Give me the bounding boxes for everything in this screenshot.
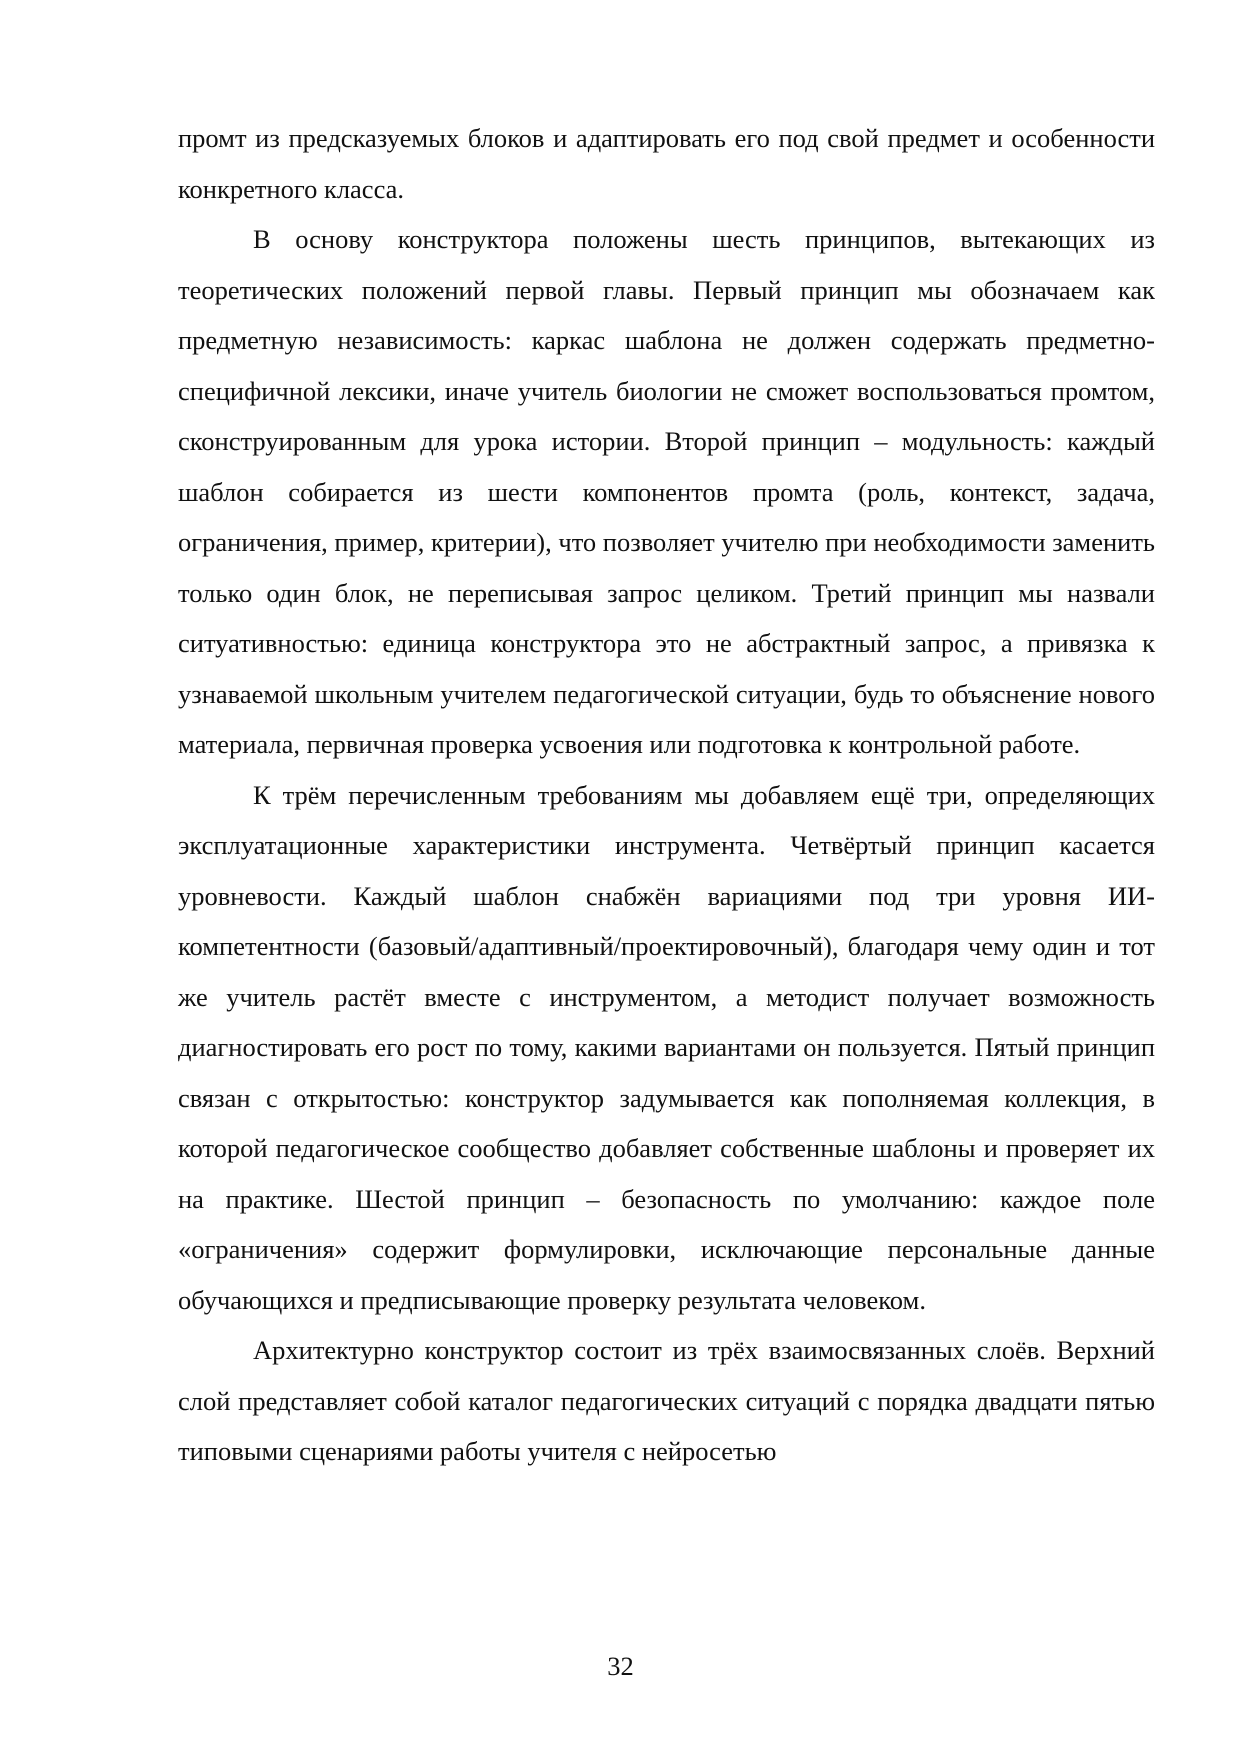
paragraph-continuation: промт из предсказуемых блоков и адаптировать его под свой предмет и особенности конкретного класса. xyxy=(178,123,1155,204)
page-number: 32 xyxy=(607,1651,634,1681)
paragraph-architecture: Архитектурно конструктор состоит из трёх взаимосвязанных слоёв. Верхний слой представляет собой каталог педагогических ситуаций с порядка двадцати пятью типовыми сценариями работы учителя с нейросетью xyxy=(178,1335,1155,1466)
paragraph-principles-4-6: К трём перечисленным требованиям мы добавляем ещё три, определяющих эксплуатационные характеристики инструмента. Четвёртый принцип касается уровневости. Каждый шаблон снабжён вариациями под три уровня ИИ-компетентности (базовый/адаптивный/проектировочный), благодаря чему один и тот же учитель растёт вместе с инструментом, а методист получает возможность диагностировать его рост по тому, какими вариантами он пользуется. Пятый принцип связан с открытостью: конструктор задумывается как пополняемая коллекция, в которой педагогическое сообщество добавляет собственные шаблоны и проверяет их на практике. Шестой принцип – безопасность по умолчанию: каждое поле «ограничения» содержит формулировки, исключающие персональные данные обучающихся и предписывающие проверку результата человеком. xyxy=(178,779,1155,1315)
body-text xyxy=(178,113,1155,1477)
paragraph-principles-1-3: В основу конструктора положены шесть принципов, вытекающих из теоретических положений первой главы. Первый принцип мы обозначаем как предметную независимость: каркас шаблона не должен содержать предметно-специфичной лексики, иначе учитель биологии не сможет воспользоваться промтом, сконструированным для урока истории. Второй принцип – модульность: каждый шаблон собирается из шести компонентов промта (роль, контекст, задача, ограничения, пример, критерии), что позволяет учителю при необходимости заменить только один блок, не переписывая запрос целиком. Третий принцип мы назвали ситуативностью: единица конструктора это не абстрактный запрос, а привязка к узнаваемой школьным учителем педагогической ситуации, будь то объяснение нового материала, первичная проверка усвоения или подготовка к контрольной работе. xyxy=(178,224,1155,759)
